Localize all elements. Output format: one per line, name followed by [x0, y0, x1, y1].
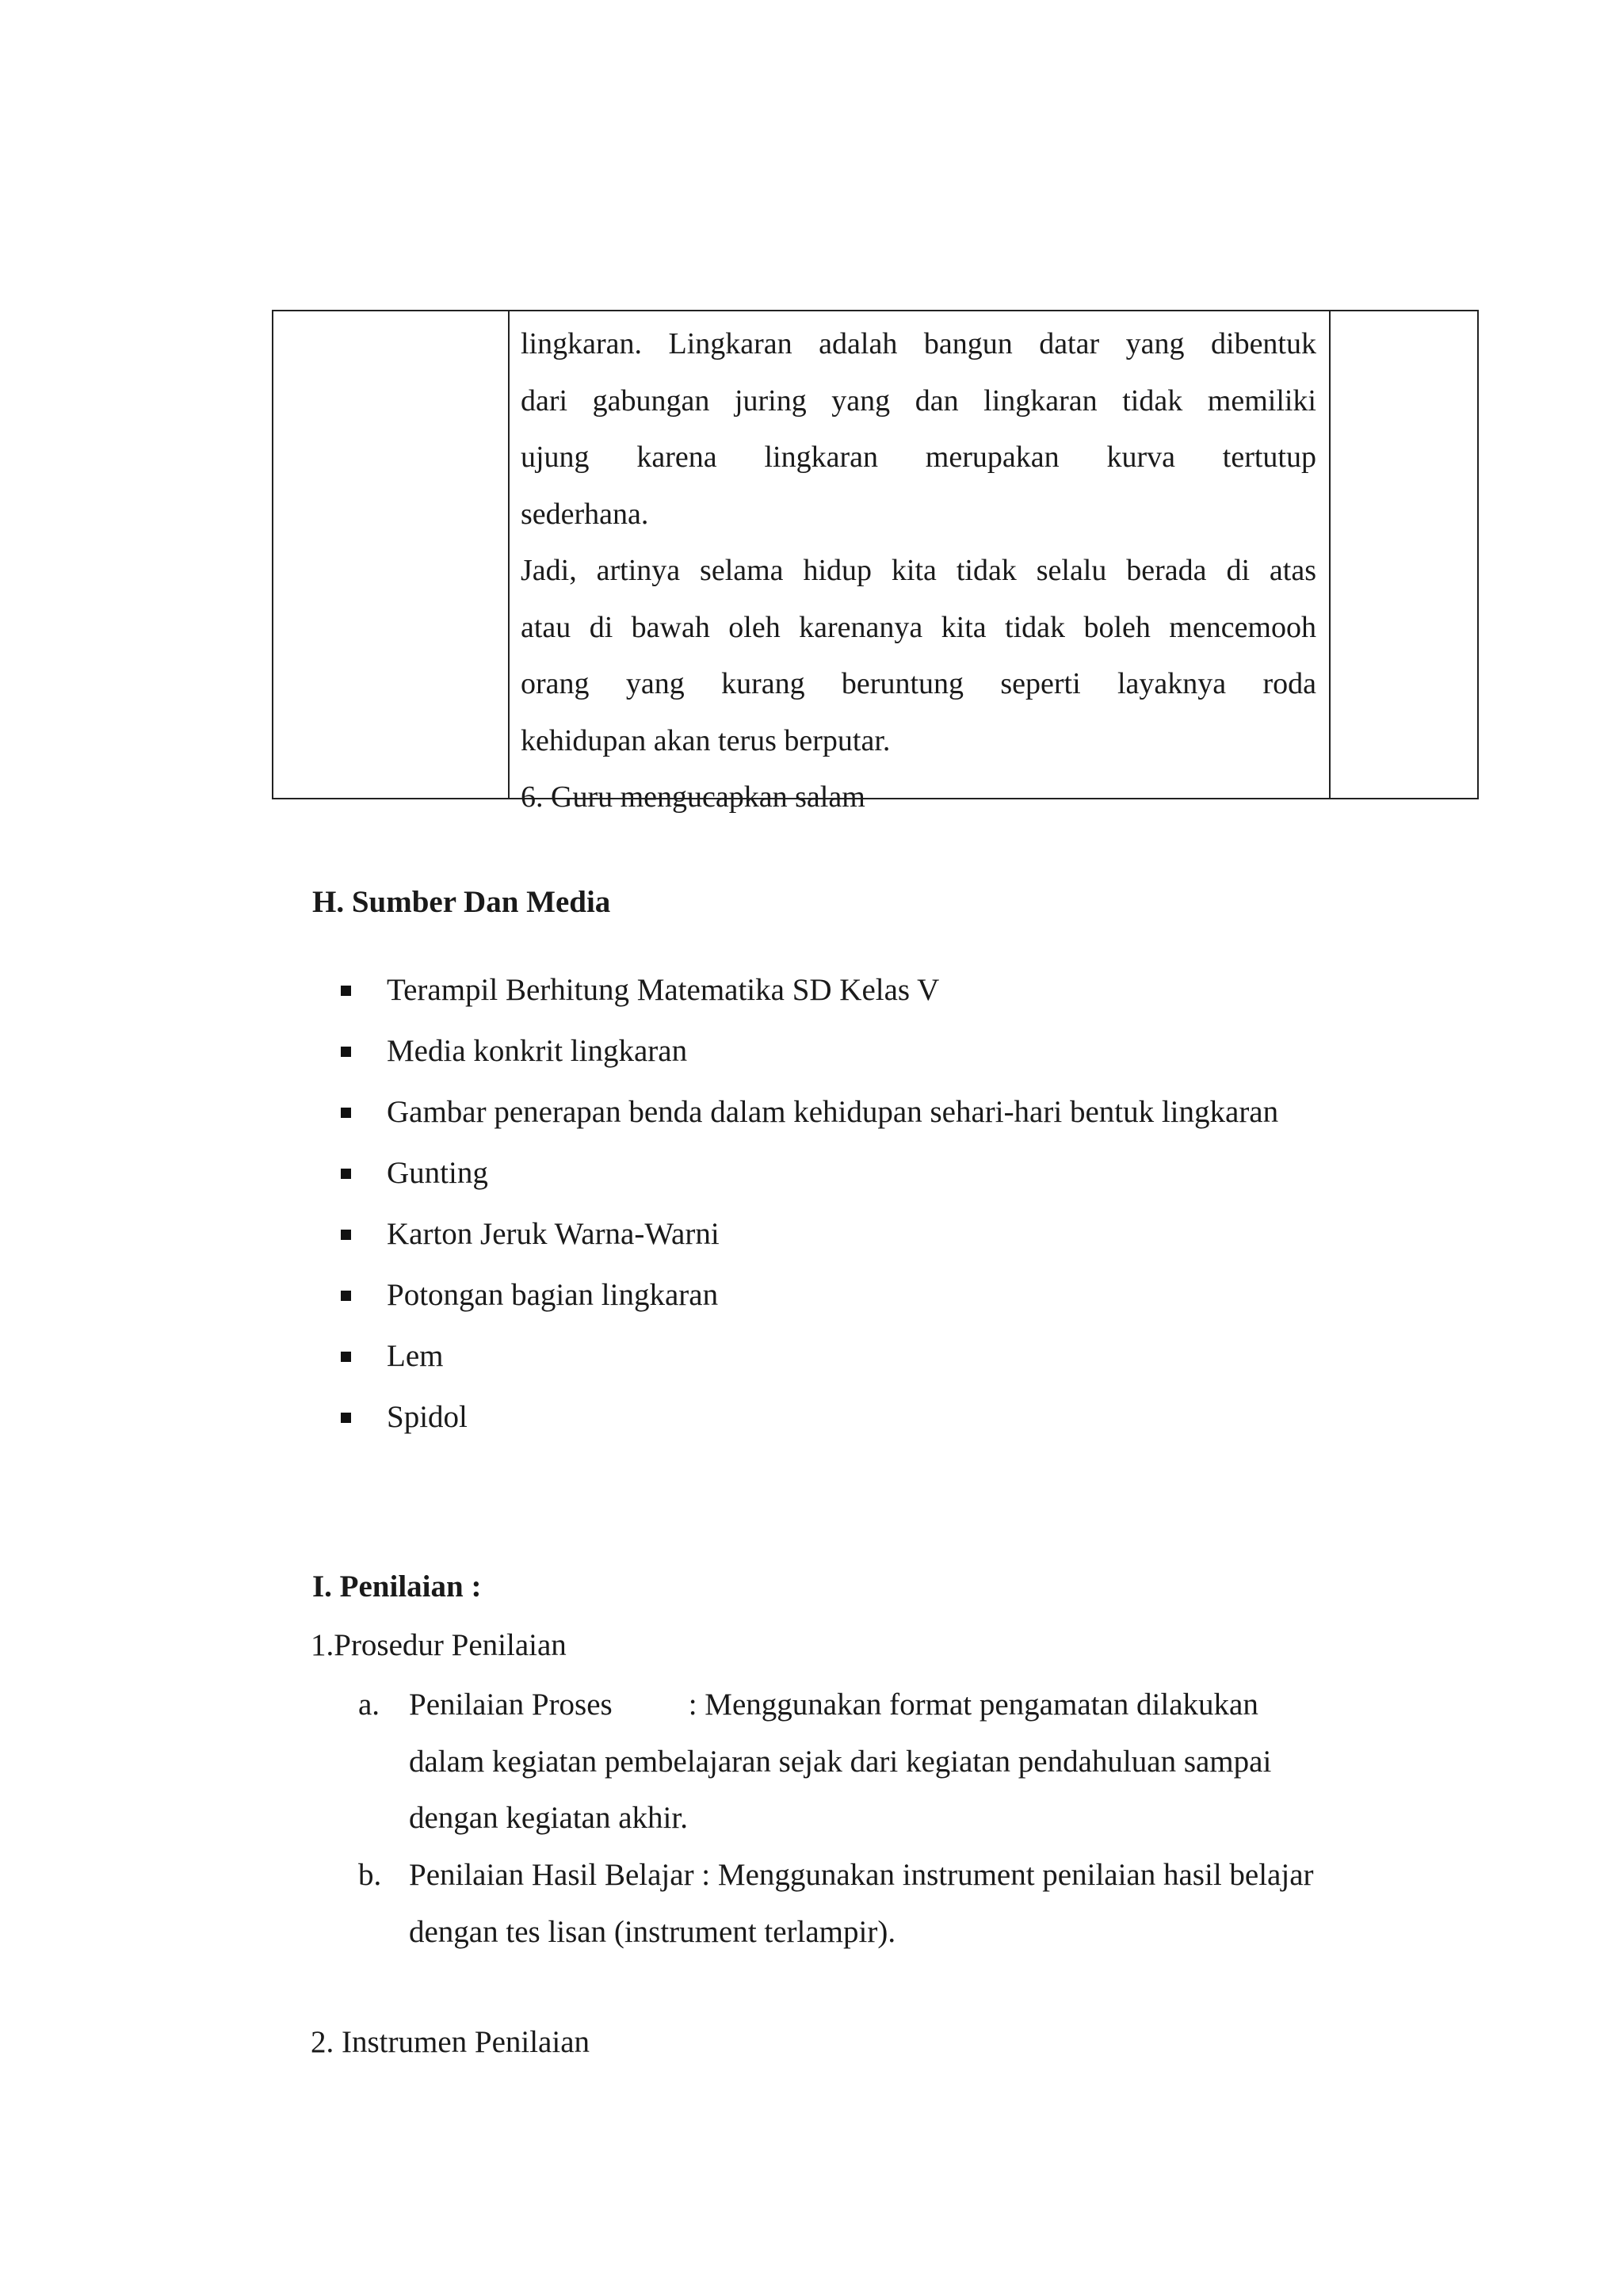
media-list: [339, 971, 1278, 1459]
assessment-item-content: [409, 1847, 1392, 1960]
cell-line: sederhana.: [521, 497, 649, 531]
square-bullet-icon: [341, 1169, 351, 1179]
list-item: [339, 971, 1278, 1032]
square-bullet-icon: [341, 1230, 351, 1240]
list-item-label: Potongan bagian lingkaran: [387, 1278, 719, 1312]
list-item-label: Gambar penerapan benda dalam kehidupan sehari-hari bentuk lingkaran: [387, 1095, 1279, 1129]
list-item-label: Terampil Berhitung Matematika SD Kelas V: [387, 973, 940, 1007]
assessment-item-content: [409, 1676, 1392, 1847]
table-column-divider: [1329, 311, 1331, 798]
assessment-description-line: Penilaian Hasil Belajar : Menggunakan instrument penilaian hasil belajar: [409, 1858, 1314, 1892]
list-item: [339, 1337, 1278, 1398]
cell-line: atau di bawah oleh karenanya kita tidak boleh mencemooh: [521, 610, 1316, 644]
assessment-description: : Menggunakan format pengamatan dilakukan: [688, 1688, 1258, 1722]
instrument-title: 2. Instrumen Penilaian: [311, 2025, 590, 2059]
list-item-label: Spidol: [387, 1400, 468, 1434]
cell-line: ujung karena lingkaran merupakan kurva tertutup: [521, 441, 1316, 474]
section-heading-penilaian: I. Penilaian :: [312, 1569, 482, 1604]
assessment-label: Penilaian Proses: [409, 1688, 613, 1722]
assessment-description-line: dengan tes lisan (instrument terlampir).: [409, 1914, 896, 1949]
list-item: [339, 1093, 1278, 1154]
procedure-title: 1.Prosedur Penilaian: [311, 1628, 567, 1662]
lesson-activity-table: [272, 310, 1479, 814]
list-item: [339, 1154, 1278, 1215]
square-bullet-icon: [341, 1108, 351, 1118]
list-item-label: Media konkrit lingkaran: [387, 1034, 688, 1068]
cell-line: orang yang kurang beruntung seperti layaknya roda: [521, 667, 1316, 700]
list-item: [339, 1032, 1278, 1093]
square-bullet-icon: [341, 1352, 351, 1362]
section-heading-sumber-media: H. Sumber Dan Media: [312, 885, 611, 919]
assessment-description-line: dengan kegiatan akhir.: [409, 1801, 688, 1835]
square-bullet-icon: [341, 1047, 351, 1057]
item-marker: a.: [358, 1688, 380, 1722]
cell-line: lingkaran. Lingkaran adalah bangun datar yang dibentuk: [521, 327, 1316, 360]
list-item: [339, 1398, 1278, 1459]
list-item-label: Gunting: [387, 1156, 488, 1190]
table-column-divider: [508, 311, 510, 798]
cell-line: 6. Guru mengucapkan salam: [521, 780, 865, 814]
cell-line: kehidupan akan terus berputar.: [521, 723, 891, 757]
square-bullet-icon: [341, 1291, 351, 1301]
cell-line: Jadi, artinya selama hidup kita tidak selalu berada di atas: [521, 554, 1316, 587]
item-marker: b.: [358, 1858, 382, 1892]
list-item-label: Karton Jeruk Warna-Warni: [387, 1217, 720, 1251]
cell-line: dari gabungan juring yang dan lingkaran tidak memiliki: [521, 383, 1316, 418]
activity-description-cell: [521, 316, 1316, 826]
list-item-label: Lem: [387, 1339, 444, 1373]
list-item: [339, 1276, 1278, 1337]
assessment-description-line: dalam kegiatan pembelajaran sejak dari kegiatan pendahuluan sampai: [409, 1744, 1272, 1779]
square-bullet-icon: [341, 986, 351, 996]
list-item: [339, 1215, 1278, 1276]
square-bullet-icon: [341, 1413, 351, 1423]
